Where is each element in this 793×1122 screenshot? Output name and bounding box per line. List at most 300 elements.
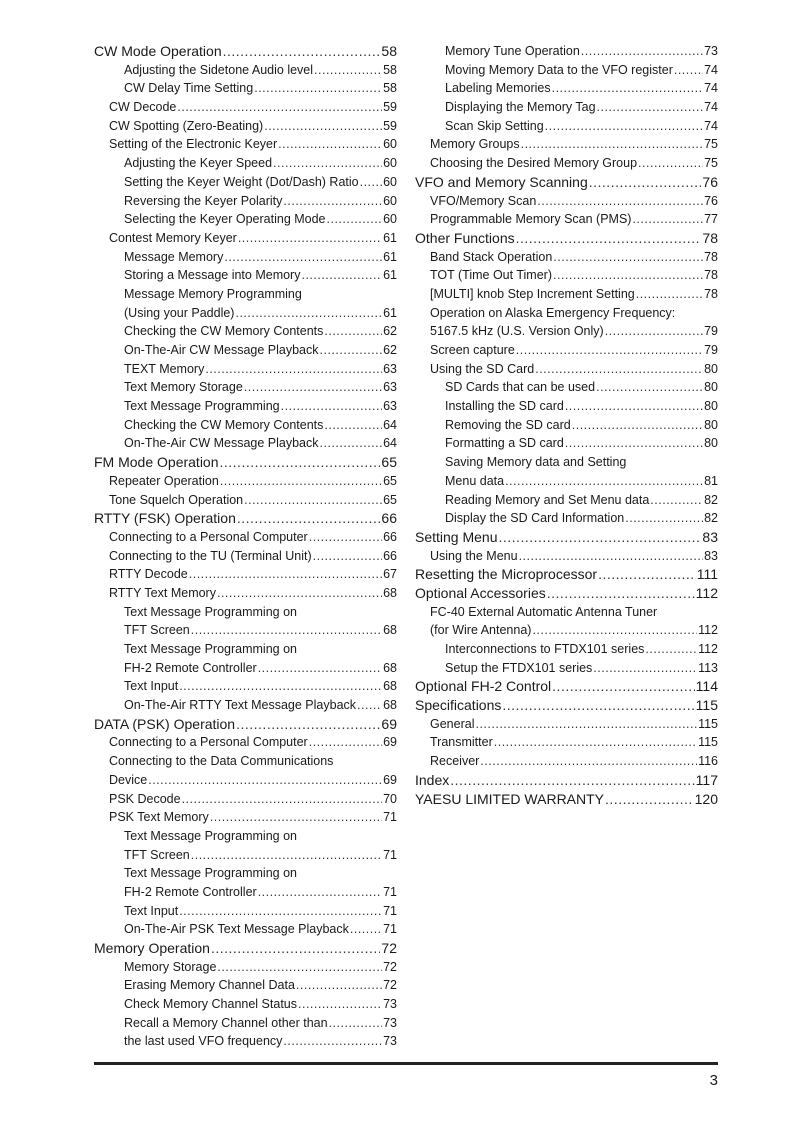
toc-entry[interactable] [415,434,718,453]
toc-entry-title: Reversing the Keyer Polarity [124,193,283,208]
toc-leader-dots [211,939,380,958]
toc-entry[interactable] [94,472,397,491]
toc-page-number: 72 [381,940,397,956]
toc-entry-title: Specifications [415,697,502,714]
toc-entry[interactable] [415,528,718,547]
toc-leader-dots [223,42,381,61]
toc-entry-title: Index [415,771,450,788]
toc-entry[interactable] [94,640,397,659]
toc-entry-title: FH-2 Remote Controller [124,660,257,675]
toc-entry-title: Text Message Programming on [124,866,297,881]
toc-entry-title: Optional Accessories [415,584,546,601]
toc-entry-title: On-The-Air RTTY Text Message Playback [124,698,357,713]
toc-entry[interactable] [415,135,718,154]
toc-entry-title: Text Message Programming [124,399,280,414]
toc-page-number: 61 [383,230,397,245]
toc-entry-title: Text Input [124,903,179,918]
toc-entry[interactable] [415,98,718,117]
toc-entry[interactable] [94,42,397,61]
toc-entry[interactable] [415,248,718,267]
toc-page-number: 80 [704,399,718,414]
toc-entry-title: Setting of the Electronic Keyer [109,137,278,152]
toc-entry-title: RTTY Decode [109,567,188,582]
toc-entry[interactable] [415,677,718,696]
toc-page-number: 58 [383,62,397,77]
toc-page-number: 115 [698,716,718,731]
toc-leader-dots [264,117,382,136]
toc-entry[interactable] [94,565,397,584]
toc-page-number: 79 [704,343,718,357]
toc-page-number: 62 [383,343,397,357]
toc-entry[interactable] [94,135,397,154]
toc-entry[interactable] [415,509,718,528]
toc-leader-dots [494,733,697,752]
toc-entry[interactable] [94,920,397,939]
toc-entry[interactable] [94,285,397,304]
toc-leader-dots [605,322,703,341]
toc-entry-title: Connecting to the TU (Terminal Unit) [109,548,312,563]
toc-leader-dots [350,920,382,939]
toc-entry[interactable] [415,472,718,491]
toc-page-number: 117 [695,771,718,788]
toc-entry[interactable] [94,621,397,640]
toc-entry-title: Interconnections to FTDX101 series [445,642,645,656]
toc-page-number: 76 [702,173,718,190]
toc-entry[interactable] [415,61,718,80]
toc-entry[interactable] [415,603,718,622]
toc-leader-dots [597,98,704,117]
toc-entry-title: Adjusting the Keyer Speed [124,156,273,171]
toc-leader-dots [516,341,703,360]
toc-entry-title: Memory Groups [430,137,520,152]
toc-page-number: 58 [383,81,397,96]
toc-entry[interactable] [94,61,397,80]
toc-page-number: 73 [383,1015,397,1030]
toc-leader-dots [552,677,695,696]
toc-leader-dots [532,621,697,640]
toc-page-number: 73 [383,1034,397,1049]
toc-page-number: 112 [698,642,718,656]
toc-page-number: 60 [383,156,397,171]
toc-entry[interactable] [94,154,397,173]
toc-leader-dots [179,677,382,696]
toc-entry-title: Contest Memory Keyer [109,230,237,245]
toc-leader-dots [301,266,382,285]
toc-page-number: 61 [383,268,397,283]
toc-entry[interactable] [94,341,397,360]
toc-page-number: 65 [383,492,397,507]
toc-entry-title: Screen capture [430,343,515,357]
toc-page-number: 59 [383,100,397,115]
toc-entry[interactable] [94,939,397,958]
toc-entry[interactable] [415,341,718,360]
toc-leader-dots [598,565,696,584]
toc-entry-title: Choosing the Desired Memory Group [430,156,638,171]
toc-page-number: 60 [383,212,397,227]
toc-leader-dots [519,547,704,566]
toc-entry[interactable] [94,304,397,323]
toc-page-number: 111 [696,566,718,583]
toc-entry[interactable] [415,79,718,98]
toc-entry-title: FH-2 Remote Controller [124,884,257,899]
toc-page-number: 73 [383,997,397,1012]
toc-entry[interactable] [94,1032,397,1051]
toc-leader-dots [516,229,702,248]
toc-leader-dots [505,472,703,491]
toc-leader-dots [258,883,382,902]
toc-leader-dots [313,547,382,566]
toc-leader-dots [360,173,382,192]
toc-page-number: 60 [383,193,397,208]
toc-page-number: 68 [383,679,397,694]
toc-leader-dots [475,715,697,734]
toc-page-number: 67 [383,567,397,582]
toc-entry-title: FM Mode Operation [94,454,219,471]
toc-page-number: 82 [704,492,718,507]
toc-entry[interactable] [94,117,397,136]
toc-entry[interactable] [415,322,718,341]
toc-entry-title: Repeater Operation [109,473,219,488]
toc-entry[interactable] [94,378,397,397]
toc-leader-dots [674,61,703,80]
toc-entry[interactable] [94,752,397,771]
toc-leader-dots [220,472,382,491]
toc-page-number: 80 [704,361,718,376]
toc-entry-title: Text Message Programming on [124,604,297,619]
toc-page-number: 72 [383,959,397,974]
toc-entry[interactable] [415,210,718,229]
toc-page-number: 71 [383,810,397,825]
toc-page-number: 60 [383,137,397,152]
toc-leader-dots [605,790,694,809]
toc-entry[interactable] [94,210,397,229]
toc-entry[interactable] [94,771,397,790]
toc-entry-title: PSK Text Memory [109,810,209,825]
toc-entry[interactable] [94,416,397,435]
toc-leader-dots [502,696,694,715]
toc-page-number: 60 [383,174,397,189]
toc-entry-title: Scan Skip Setting [445,118,544,133]
toc-page-number: 71 [383,884,397,899]
toc-entry[interactable] [94,846,397,865]
toc-leader-dots [521,135,703,154]
toc-leader-dots [235,304,382,323]
toc-leader-dots [320,341,383,360]
toc-entry-title: Storing a Message into Memory [124,268,301,283]
toc-entry-title: Displaying the Memory Tag [445,100,596,115]
toc-entry-title: Transmitter [430,735,493,750]
toc-entry[interactable] [94,864,397,883]
toc-entry[interactable] [94,790,397,809]
toc-entry-title: YAESU LIMITED WARRANTY [415,790,605,807]
toc-entry-title: Using the SD Card [430,361,535,376]
toc-page-number: 74 [704,100,718,115]
toc-page-number: 78 [704,268,718,283]
toc-entry[interactable] [94,266,397,285]
toc-entry-title: Selecting the Keyer Operating Mode [124,212,326,227]
toc-leader-dots [499,528,702,547]
toc-page-number: 74 [704,81,718,96]
toc-leader-dots [553,266,703,285]
toc-entry[interactable] [94,827,397,846]
toc-entry[interactable] [94,491,397,510]
toc-entry[interactable] [415,42,718,61]
toc-entry[interactable] [94,733,397,752]
toc-page-number: 77 [704,212,718,227]
toc-entry[interactable] [94,958,397,977]
toc-entry-title: Connecting to the Data Communications [109,754,334,769]
toc-entry[interactable] [415,173,718,192]
toc-entry-title: TEXT Memory [124,361,205,376]
toc-entry-title: TFT Screen [124,847,190,862]
toc-page-number: 71 [383,922,397,937]
toc-leader-dots [552,79,703,98]
toc-entry[interactable] [94,995,397,1014]
toc-leader-dots [565,397,703,416]
toc-page-number: 82 [704,511,718,526]
toc-entry[interactable] [415,416,718,435]
toc-entry[interactable] [415,696,718,715]
toc-entry[interactable] [415,378,718,397]
toc-entry[interactable] [94,1014,397,1033]
toc-entry[interactable] [415,733,718,752]
toc-entry[interactable] [94,98,397,117]
toc-leader-dots [238,229,382,248]
toc-page-number: 78 [704,286,718,301]
toc-page-number: 68 [383,585,397,600]
toc-entry[interactable] [94,677,397,696]
toc-entry[interactable] [415,192,718,211]
toc-page-number: 66 [381,510,397,527]
toc-entry-title: Using the Menu [430,548,518,563]
toc-entry[interactable] [415,565,718,584]
toc-entry[interactable] [94,883,397,902]
toc-leader-dots [281,397,382,416]
toc-page-number: 68 [383,698,397,713]
toc-leader-dots [148,771,382,790]
toc-page-number: 74 [704,118,718,133]
toc-leader-dots [625,509,703,528]
toc-entry-title: Setup the FTDX101 series [445,660,593,675]
toc-entry-title: VFO and Memory Scanning [415,173,588,190]
toc-page-number: 61 [383,249,397,264]
toc-leader-dots [217,584,382,603]
toc-entry-title: Removing the SD card [445,417,571,432]
toc-entry[interactable] [415,752,718,771]
toc-entry[interactable] [94,360,397,379]
toc-entry-title: Connecting to a Personal Computer [109,735,308,750]
toc-leader-dots [537,192,703,211]
toc-entry[interactable] [415,659,718,678]
toc-entry-title: Formatting a SD card [445,436,564,451]
toc-leader-dots [547,584,695,603]
toc-entry[interactable] [415,154,718,173]
toc-entry-title: TOT (Time Out Timer) [430,268,552,283]
toc-entry-title: Optional FH-2 Control [415,678,552,695]
toc-leader-dots [596,378,703,397]
toc-entry-title: (Using your Paddle) [124,305,235,320]
toc-leader-dots [309,733,382,752]
toc-entry-title: On-The-Air CW Message Playback [124,436,319,451]
toc-entry-title: On-The-Air CW Message Playback [124,343,319,357]
toc-entry-title: Device [109,772,148,787]
toc-page-number: 120 [694,790,718,807]
toc-entry-title: SD Cards that can be used [445,380,596,395]
page-number: 3 [709,1072,718,1089]
toc-page-number: 112 [698,623,718,638]
toc-entry[interactable] [415,584,718,603]
toc-page-number: 83 [704,548,718,563]
toc-entry-title: Text Input [124,679,179,694]
toc-page-number: 78 [702,229,718,246]
toc-entry-title: Installing the SD card [445,399,564,414]
toc-entry[interactable] [94,603,397,622]
toc-entry-title: On-The-Air PSK Text Message Playback [124,922,349,937]
toc-entry[interactable] [94,659,397,678]
toc-page-number: 73 [704,44,718,58]
toc-leader-dots [236,715,380,734]
toc-entry-title: VFO/Memory Scan [430,193,537,208]
toc-entry-title: Text Message Programming on [124,828,297,843]
toc-entry-title: Checking the CW Memory Contents [124,324,324,339]
toc-entry[interactable] [94,715,397,734]
toc-leader-dots [191,621,382,640]
toc-entry[interactable] [415,397,718,416]
toc-page-number: 58 [381,43,397,59]
toc-leader-dots [309,528,382,547]
toc-entry[interactable] [415,360,718,379]
toc-entry[interactable] [94,229,397,248]
toc-entry[interactable] [94,248,397,267]
toc-page-number: 68 [383,623,397,638]
toc-entry-title: Setting Menu [415,528,498,545]
toc-entry-title: RTTY Text Memory [109,585,216,600]
toc-page-number: 69 [383,772,397,787]
toc-entry[interactable] [415,491,718,510]
toc-leader-dots [581,42,703,61]
toc-entry[interactable] [94,192,397,211]
toc-entry[interactable] [415,229,718,248]
toc-leader-dots [237,509,381,528]
toc-entry-title: Check Memory Channel Status [124,997,297,1012]
toc-entry[interactable] [94,808,397,827]
toc-entry[interactable] [415,266,718,285]
toc-entry[interactable] [94,322,397,341]
toc-entry[interactable] [415,790,718,809]
toc-entry[interactable] [94,547,397,566]
toc-leader-dots [645,640,697,659]
toc-page-number: 81 [704,473,718,488]
toc-entry[interactable] [415,453,718,472]
toc-entry-title: CW Decode [109,100,177,115]
toc-entry[interactable] [94,434,397,453]
toc-leader-dots [177,98,382,117]
toc-entry[interactable] [94,397,397,416]
toc-page-number: 115 [698,735,718,750]
toc-entry-title: CW Spotting (Zero-Beating) [109,118,264,133]
toc-entry[interactable] [94,584,397,603]
toc-entry-title: Text Message Programming on [124,642,297,656]
toc-page-number: 69 [383,735,397,750]
toc-page-number: 76 [704,193,718,208]
toc-entry[interactable] [415,621,718,640]
toc-entry[interactable] [415,771,718,790]
toc-entry-title: Labeling Memories [445,81,551,96]
toc-page-number: 80 [704,380,718,395]
toc-leader-dots [327,210,383,229]
toc-page-number: 65 [381,454,397,471]
footer-rule [94,1062,718,1065]
toc-page-number: 74 [704,62,718,77]
toc-entry-title: (for Wire Antenna) [430,623,532,638]
toc-entry[interactable] [94,453,397,472]
toc-leader-dots [254,79,382,98]
toc-entry-title: TFT Screen [124,623,190,638]
toc-leader-dots [545,117,703,136]
toc-leader-dots [357,696,382,715]
toc-entry-title: Text Memory Storage [124,380,243,395]
toc-entry[interactable] [415,640,718,659]
toc-leader-dots [244,378,382,397]
toc-page-number: 69 [381,715,397,732]
toc-entry[interactable] [94,976,397,995]
toc-page-number: 115 [695,697,718,714]
toc-page-number: 62 [383,324,397,339]
toc-entry-title: General [430,716,475,731]
toc-entry[interactable] [94,528,397,547]
toc-entry-title: Menu data [445,473,505,488]
toc-leader-dots [191,846,382,865]
toc-page-number: 63 [383,361,397,376]
toc-entry-title: Message Memory [124,249,224,264]
toc-entry[interactable] [94,173,397,192]
toc-leader-dots [283,192,382,211]
toc-leader-dots [650,491,703,510]
toc-entry-title: [MULTI] knob Step Increment Setting [430,286,635,301]
toc-entry-title: FC-40 External Automatic Antenna Tuner [430,604,658,619]
toc-leader-dots [638,154,703,173]
toc-entry[interactable] [94,696,397,715]
toc-entry[interactable] [415,715,718,734]
toc-leader-dots [296,976,382,995]
toc-leader-dots [258,659,382,678]
toc-entry[interactable] [94,79,397,98]
toc-entry-title: Display the SD Card Information [445,511,625,526]
toc-page-number: 116 [698,754,718,769]
toc-page-number: 80 [704,417,718,432]
toc-entry-title: CW Delay Time Setting [124,81,254,96]
toc-page-number: 71 [383,903,397,918]
toc-page-number: 83 [702,528,718,545]
toc-entry[interactable] [94,902,397,921]
toc-page-number: 75 [704,156,718,171]
toc-entry[interactable] [415,547,718,566]
toc-entry[interactable] [415,285,718,304]
toc-entry[interactable] [415,117,718,136]
toc-entry[interactable] [94,509,397,528]
toc-entry-title: Recall a Memory Channel other than [124,1015,328,1030]
toc-entry[interactable] [415,304,718,323]
toc-leader-dots [314,61,382,80]
toc-page-number: 114 [695,678,718,695]
toc-leader-dots [480,752,697,771]
toc-page-number: 65 [383,473,397,488]
toc-leader-dots [298,995,382,1014]
toc-leader-dots [565,434,703,453]
toc-entry-title: Checking the CW Memory Contents [124,417,324,432]
toc-entry-title: Memory Tune Operation [445,44,580,58]
toc-leader-dots [329,1014,383,1033]
